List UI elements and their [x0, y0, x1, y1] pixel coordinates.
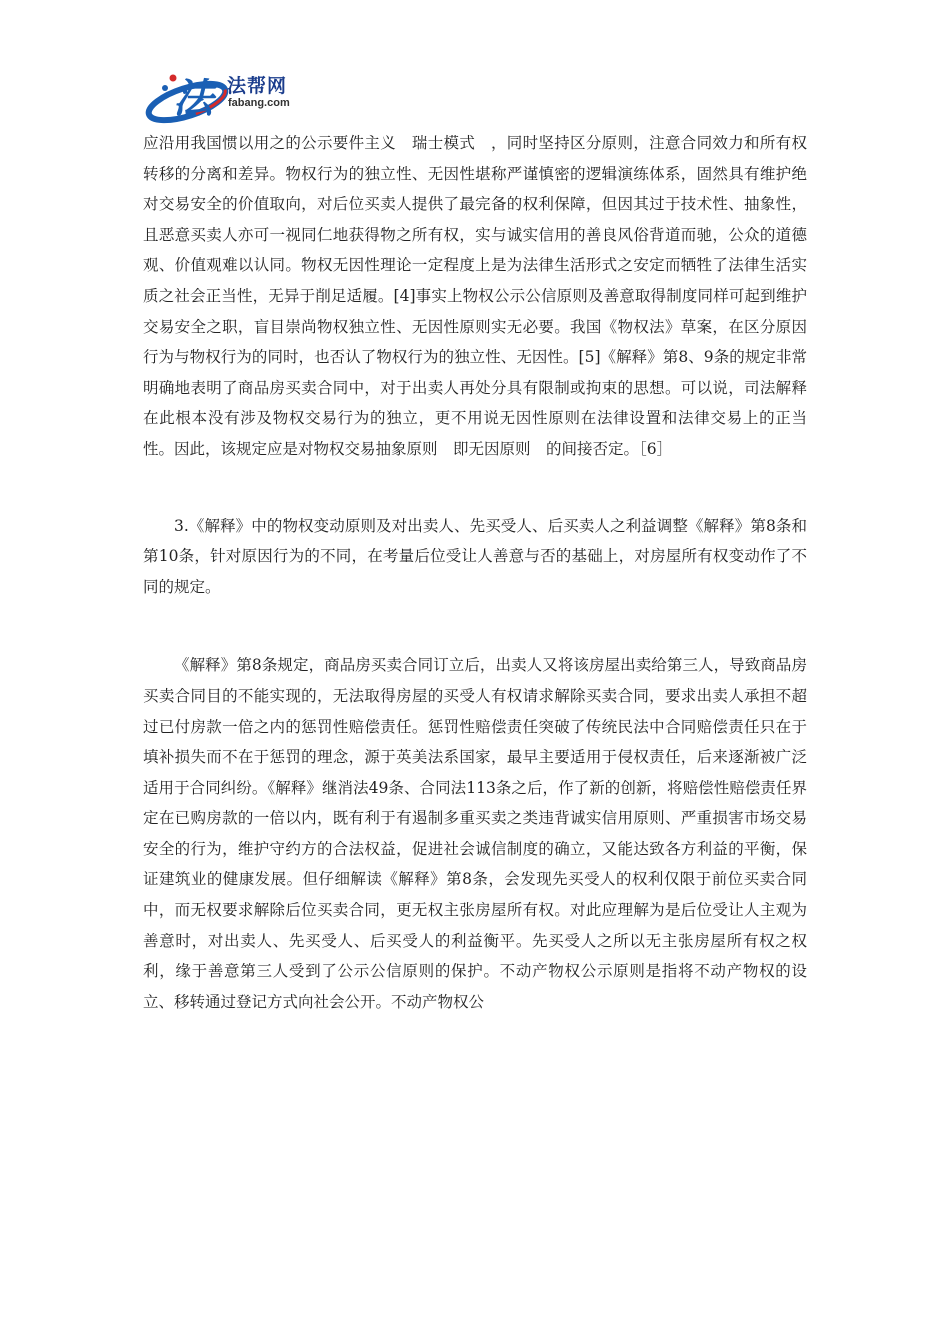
- paragraph-2: 3.《解释》中的物权变动原则及对出卖人、先买受人、后买卖人之利益调整《解释》第8条和第10条，针对原因行为的不同，在考量后位受让人善意与否的基础上，对房屋所有权变动作了不同的规定。: [143, 516, 807, 596]
- document-body: [143, 128, 807, 1017]
- site-logo[interactable]: [143, 62, 323, 126]
- paragraph-3: 《解释》第8条规定，商品房买卖合同订立后，出卖人又将该房屋出卖给第三人，导致商品房买卖合同目的不能实现的，无法取得房屋的买受人有权请求解除买卖合同，要求出卖人承担不超过已付房款一倍之内的惩罚性赔偿责任。惩罚性赔偿责任突破了传统民法中合同赔偿责任只在于填补损失而不在于惩罚的理念，源于英美法系国家，最早主要适用于侵权责任，后来逐渐被广泛适用于合同纠纷。《解释》继消法49条、合同法113条之后，作了新的创新，将赔偿性赔偿责任界定在已购房款的一倍以内，既有利于有遏制多重买卖之类违背诚实信用原则、严重损害市场交易安全的行为，维护守约方的合法权益，促进社会诚信制度的确立，又能达致各方利益的平衡，保证建筑业的健康发展。但仔细解读《解释》第8条，会发现先买受人的权利仅限于前位买卖合同中，而无权要求解除后位买卖合同，更无权主张房屋所有权。对此应理解为是后位受让人主观为善意时，对出卖人、先买受人、后买受人的利益衡平。先买受人之所以无主张房屋所有权之权利，缘于善意第三人受到了公示公信原则的保护。不动产物权公示原则是指将不动产物权的设立、移转通过登记方式向社会公开。不动产物权公: [143, 656, 807, 1011]
- fabang-logo-icon: [143, 62, 229, 126]
- logo-glyph: 法: [173, 75, 213, 122]
- logo-text: 法帮网: [227, 75, 288, 97]
- logo-url: fabang.com: [228, 97, 290, 109]
- paragraph-1: 应沿用我国惯以用之的公示要件主义 瑞士模式 ，同时坚持区分原则，注意合同效力和所有权转移的分离和差异。物权行为的独立性、无因性堪称严谨慎密的逻辑演练体系，固然具有维护绝对交易安全的价值取向，对后位买卖人提供了最完备的权利保障，但因其过于技术性、抽象性，且恶意买卖人亦可一视同仁地获得物之所有权，实与诚实信用的善良风俗背道而驰，公众的道德观、价值观难以认同。物权无因性理论一定程度上是为法律生活形式之安定而牺牲了法律生活实质之社会正当性，无异于削足适履。[4]事实上物权公示公信原则及善意取得制度同样可起到维护交易安全之职，盲目崇尚物权独立性、无因性原则实无必要。我国《物权法》草案，在区分原因行为与物权行为的同时，也否认了物权行为的独立性、无因性。[5]《解释》第8、9条的规定非常明确地表明了商品房买卖合同中，对于出卖人再处分具有限制或拘束的思想。可以说，司法解释在此根本没有涉及物权交易行为的独立，更不用说无因性原则在法律设置和法律交易上的正当性。因此，该规定应是对物权交易抽象原则 即无因原则 的间接否定。［6］: [143, 134, 807, 458]
